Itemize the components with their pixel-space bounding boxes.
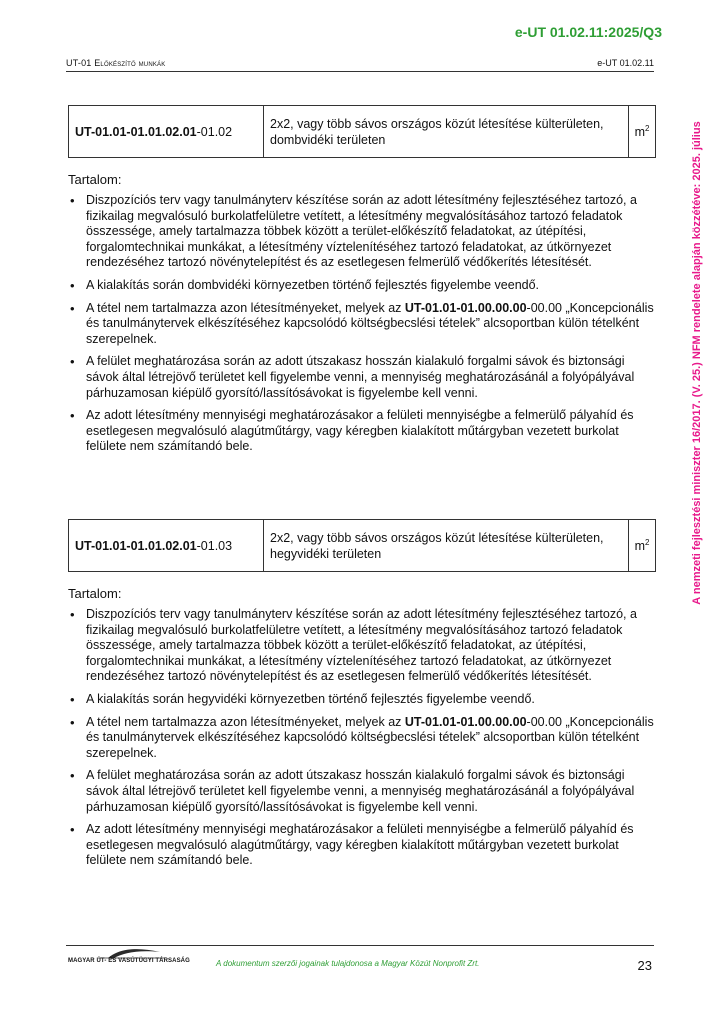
item-header-table [68,105,656,158]
item-unit: $m^2$ [629,520,656,572]
contents-list [68,607,656,869]
page-footer [66,952,654,978]
list-item: • A felület meghatározása során az adott útszakasz hosszán kialakuló forgalmi sávok és biztonsági sávok által létrejövő területet kell figyelembe venni, a mennyiség meghatározásánál a folyópályával párhuzamosan kiépülő gyorsító/lassítósávokat is figyelembe kell venni. [68,768,656,815]
logo-text: MAGYAR ÚT- ÉS VASÚTÜGYI TÁRSASÁG [68,958,190,964]
list-item: • Diszpozíciós terv vagy tanulmányterv készítése során az adott létesítmény fejlesztéséhez tartozó, a fizikailag megvalósuló burkolatfelületre vetített, a létesítmény megvalósításához tartozó feladatok összessége, amely tartalmazza többek között a terület-előkészítő feladatokat, az útépítési, forgalomtechnikai munkákat, a létesítmény víztelenítéséhez tartozó feladatokat, az útkörnyezet rendezéséhez tartozó növénytelepítést és az esetlegesen felmerülő védőkerítés létesítését. [68,193,656,271]
copyright-notice: A dokumentum szerzői jogainak tulajdonosa a Magyar Közút Nonprofit Zrt. [216,959,480,968]
list-item: • A kialakítás során dombvidéki környezetben történő fejlesztés figyelembe veendő. [68,278,656,294]
item-unit: $m^2$ [629,106,656,158]
item-code-cell [69,520,264,572]
page-number: 23 [637,958,652,973]
item-code-cell [69,106,264,158]
document-code: e-UT 01.02.11:2025/Q3 [514,24,662,40]
list-item: • A tétel nem tartalmazza azon létesítményeket, melyek az UT-01.01-01.00.00.00-00.00 „Koncepcionális és tanulmánytervek elkészítéséhez kapcsolódó költségbecslési tételek” alcsoportban külön tételként szerepelnek. [68,301,656,348]
company-logo [68,946,188,974]
list-item: • Diszpozíciós terv vagy tanulmányterv készítése során az adott létesítmény fejlesztéséhez tartozó, a fizikailag megvalósuló burkolatfelületre vetített, a létesítmény megvalósításához tartozó feladatok összessége, amely tartalmazza többek között a terület-előkészítő feladatokat, az útépítési, forgalomtechnikai munkákat, a létesítmény víztelenítéséhez tartozó feladatokat, az útkörnyezet rendezéséhez tartozó növénytelepítést és az esetlegesen felmerülő védőkerítés létesítését. [68,607,656,685]
document-reference: e-UT 01.02.11 [597,58,654,68]
item-code-bold: UT-01.01-01.01.02.01 [75,124,197,139]
list-item: • Az adott létesítmény mennyiségi meghatározásakor a felületi mennyiségbe a felmerülő pályahíd és esetlegesen megvalósuló alagútműtárgy, vagy kéregben kialakított műtárgyban vezetett burkolat felülete nem számítandó bele. [68,408,656,455]
publication-side-note [690,98,704,628]
contents-label: Tartalom: [68,586,122,601]
list-item: • A felület meghatározása során az adott útszakasz hosszán kialakuló forgalmi sávok és biztonsági sávok által létrejövő területet kell figyelembe venni, a mennyiség meghatározásánál a folyópályával párhuzamosan kiépülő gyorsító/lassítósávokat is figyelembe kell venni. [68,354,656,401]
section-title: UT-01 Előkészítő munkák [66,58,166,68]
item-description: 2x2, vagy több sávos országos közút létesítése külterületen, dombvidéki területen [264,106,629,158]
contents-list [68,193,656,455]
item-code-suffix: -01.02 [196,124,233,139]
item-block-2 [68,519,656,876]
list-item: • A tétel nem tartalmazza azon létesítményeket, melyek az UT-01.01-01.00.00.00-00.00 „Koncepcionális és tanulmánytervek elkészítéséhez kapcsolódó költségbecslési tételek” alcsoportban külön tételként szerepelnek. [68,715,656,762]
item-block-1 [68,105,656,462]
list-item: • A kialakítás során hegyvidéki környezetben történő fejlesztés figyelembe veendő. [68,692,656,708]
contents-label: Tartalom: [68,172,122,187]
item-description: 2x2, vagy több sávos országos közút létesítése külterületen, hegyvidéki területen [264,520,629,572]
list-item: • Az adott létesítmény mennyiségi meghatározásakor a felületi mennyiségbe a felmerülő pályahíd és esetlegesen megvalósuló alagútműtárgy, vagy kéregben kialakított műtárgyban vezetett burkolat felülete nem számítandó bele. [68,822,656,869]
item-header-table [68,519,656,572]
running-header [66,58,654,72]
item-code-suffix: -01.03 [196,538,233,553]
item-code-bold: UT-01.01-01.01.02.01 [75,538,197,553]
side-note-text: A nemzeti fejlesztési miniszter 16/2017. (V. 25.) NFM rendelete alapján közzétéve: 2025. július [691,121,703,605]
